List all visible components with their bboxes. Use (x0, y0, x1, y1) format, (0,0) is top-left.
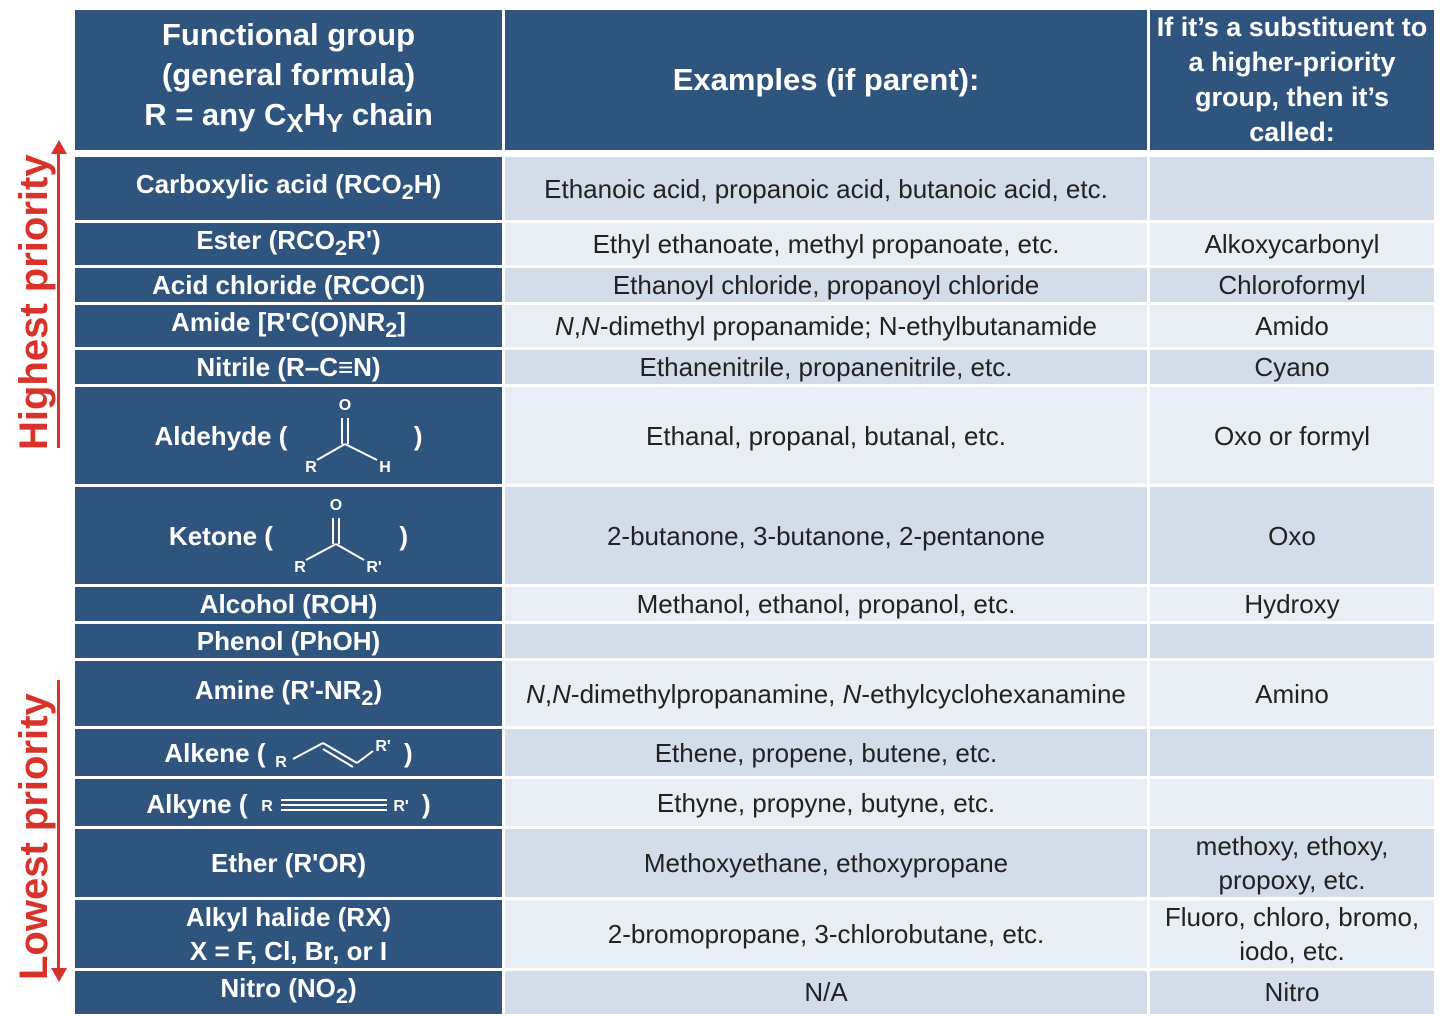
table-row (74, 222, 1436, 267)
substituent-cell (1149, 728, 1436, 778)
substituent-cell: Nitro (1149, 970, 1436, 1015)
group-name: R') (347, 225, 381, 255)
substituent-cell (1149, 778, 1436, 828)
functional-group-cell: Nitrile (R–C≡N) (74, 349, 504, 386)
examples-cell: Methoxyethane, ethoxypropane (504, 828, 1149, 899)
examples-cell: N/A (504, 970, 1149, 1015)
group-name: Carboxylic acid (RCO (135, 169, 402, 200)
example-text: -dimethylpropanamine, (570, 678, 843, 709)
group-name: Ketone ( (168, 520, 273, 551)
group-name: Nitro (NO (220, 973, 336, 1004)
examples-cell: Ethyl ethanoate, methyl propanoate, etc. (504, 222, 1149, 267)
group-name: ] (397, 307, 406, 338)
functional-group-cell (74, 778, 504, 828)
highest-priority-label: Highest priority (12, 154, 56, 450)
atom-label: R' (393, 797, 409, 815)
subscript: 2 (335, 235, 348, 261)
atom-label: R (274, 753, 287, 771)
functional-group-cell (74, 304, 504, 349)
subscript: Y (325, 110, 344, 139)
examples-cell (504, 660, 1149, 728)
substituent-cell: Oxo (1149, 486, 1436, 586)
substituent-cell: Fluoro, chloro, bromo, iodo, etc. (1149, 899, 1436, 970)
header-text: chain (343, 97, 433, 133)
functional-group-cell (74, 660, 504, 728)
substituent-cell: Chloroformyl (1149, 267, 1436, 304)
table-row (74, 304, 1436, 349)
header-line: Functional group (161, 17, 416, 53)
table-row (74, 828, 1436, 899)
substituent-cell: methoxy, ethoxy, propoxy, etc. (1149, 828, 1436, 899)
functional-group-cell (74, 899, 504, 970)
atom-label: R (260, 797, 273, 815)
examples-cell: Ethyne, propyne, butyne, etc. (504, 778, 1149, 828)
atom-label: O (338, 396, 351, 414)
atom-label: H (378, 458, 391, 476)
aldehyde-structure-icon (295, 396, 407, 476)
functional-group-cell (74, 386, 504, 486)
substituent-cell (1149, 623, 1436, 660)
group-name: X = F, Cl, Br, or I (189, 936, 388, 967)
substituent-cell: Oxo or formyl (1149, 386, 1436, 486)
subscript: 2 (335, 983, 348, 1009)
example-text: , (573, 311, 582, 342)
header-functional-group (74, 9, 504, 154)
group-name: ) (403, 737, 413, 768)
examples-cell: Ethanal, propanal, butanal, etc. (504, 386, 1149, 486)
group-name: Alkene ( (164, 737, 266, 768)
functional-group-cell (74, 970, 504, 1015)
substituent-cell (1149, 154, 1436, 222)
header-text: H (303, 97, 326, 133)
functional-group-cell: Acid chloride (RCOCl) (74, 267, 504, 304)
example-text: , (544, 678, 553, 709)
table-row (74, 728, 1436, 778)
italic-text: N (526, 678, 545, 709)
atom-label: R (294, 558, 306, 576)
examples-cell: Ethanenitrile, propanenitrile, etc. (504, 349, 1149, 386)
subscript: 2 (401, 179, 414, 205)
italic-text: N (552, 678, 571, 709)
atom-label: O (329, 496, 343, 514)
substituent-cell: Amido (1149, 304, 1436, 349)
table-row (74, 386, 1436, 486)
table-row (74, 970, 1436, 1015)
atom-label: R' (366, 558, 382, 576)
arrow-shaft (57, 148, 60, 448)
atom-label: R' (375, 737, 391, 755)
group-name: H) (413, 169, 442, 200)
group-name: ) (413, 420, 423, 451)
substituent-cell: Amino (1149, 660, 1436, 728)
table-row (74, 899, 1436, 970)
examples-cell: 2-bromopropane, 3-chlorobutane, etc. (504, 899, 1149, 970)
atom-label: R (304, 458, 317, 476)
functional-group-priority-table (72, 7, 1437, 1017)
group-name: Amide [R'C(O)NR (171, 307, 386, 338)
group-name: Alkyne ( (146, 788, 248, 819)
table-row (74, 349, 1436, 386)
examples-cell (504, 304, 1149, 349)
highest-priority-indicator (0, 140, 70, 450)
group-name: ) (347, 973, 357, 1004)
italic-text: N (555, 311, 574, 342)
table-row (74, 586, 1436, 623)
table-row (74, 486, 1436, 586)
italic-text: N (581, 311, 600, 342)
substituent-cell: Cyano (1149, 349, 1436, 386)
table-row (74, 154, 1436, 222)
group-name: Ester (RCO (196, 225, 336, 255)
header-examples: Examples (if parent): (504, 9, 1149, 154)
subscript: X (286, 110, 304, 139)
table-row (74, 778, 1436, 828)
functional-group-cell (74, 222, 504, 267)
lowest-priority-indicator (0, 680, 70, 980)
group-name: ) (421, 788, 431, 819)
examples-cell: 2-butanone, 3-butanone, 2-pentanone (504, 486, 1149, 586)
subscript: 2 (385, 317, 398, 343)
group-name: ) (399, 520, 409, 551)
example-text: -dimethyl propanamide; N-ethylbutanamide (599, 311, 1097, 342)
examples-cell: Ethanoyl chloride, propanoyl chloride (504, 267, 1149, 304)
examples-cell: Ethanoic acid, propanoic acid, butanoic acid, etc. (504, 154, 1149, 222)
functional-group-cell (74, 154, 504, 222)
ketone-structure-icon (280, 496, 392, 576)
alkene-structure-icon (273, 733, 397, 773)
example-text: -ethylcyclohexanamine (861, 678, 1126, 709)
alkyne-structure-icon (255, 789, 415, 819)
examples-cell: Methanol, ethanol, propanol, etc. (504, 586, 1149, 623)
header-line: (general formula) (161, 57, 416, 93)
header-substituent: If it’s a substituent to a higher-priority group, then it’s called: (1149, 9, 1436, 154)
table-row (74, 267, 1436, 304)
table-row (74, 660, 1436, 728)
arrow-shaft (57, 680, 60, 970)
examples-cell (504, 623, 1149, 660)
group-name: Alkyl halide (RX) (185, 902, 392, 933)
group-name: ) (373, 674, 383, 705)
lowest-priority-label: Lowest priority (12, 693, 56, 980)
italic-text: N (842, 678, 862, 709)
functional-group-cell (74, 728, 504, 778)
functional-group-cell: Alcohol (ROH) (74, 586, 504, 623)
header-row (74, 9, 1436, 154)
substituent-cell: Alkoxycarbonyl (1149, 222, 1436, 267)
substituent-cell: Hydroxy (1149, 586, 1436, 623)
group-name: Aldehyde ( (154, 420, 288, 451)
header-text: R = any C (144, 97, 287, 133)
functional-group-cell (74, 486, 504, 586)
group-name: Amine (R'-NR (194, 674, 362, 705)
examples-cell: Ethene, propene, butene, etc. (504, 728, 1149, 778)
functional-group-cell: Ether (R'OR) (74, 828, 504, 899)
subscript: 2 (361, 684, 374, 710)
table-row (74, 623, 1436, 660)
functional-group-cell: Phenol (PhOH) (74, 623, 504, 660)
header-line (81, 95, 496, 144)
